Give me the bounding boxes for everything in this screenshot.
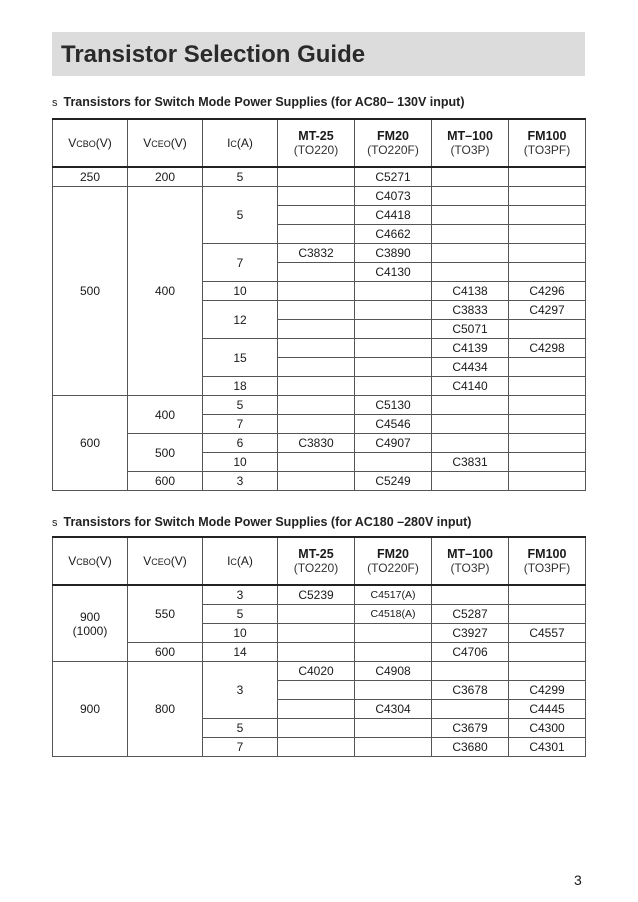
fm100-cell bbox=[509, 263, 586, 282]
mt100-cell: C3927 bbox=[432, 624, 509, 643]
ic-cell: 10 bbox=[203, 453, 278, 472]
ic-cell: 5 bbox=[203, 719, 278, 738]
mt25-cell bbox=[278, 320, 355, 339]
mt100-cell: C4138 bbox=[432, 282, 509, 301]
fm100-cell: C4557 bbox=[509, 624, 586, 643]
table-row bbox=[53, 472, 586, 491]
vceo-header: VCEO(V) bbox=[128, 119, 203, 167]
fm20-cell bbox=[355, 339, 432, 358]
header-row bbox=[53, 119, 586, 167]
fm20-cell: C5130 bbox=[355, 396, 432, 415]
section1-table bbox=[52, 118, 586, 491]
mt25-cell bbox=[278, 263, 355, 282]
mt25-header: MT-25 (TO220) bbox=[278, 537, 355, 585]
vceo-cell: 600 bbox=[128, 643, 203, 662]
ic-cell: 10 bbox=[203, 624, 278, 643]
fm20-cell bbox=[355, 643, 432, 662]
mt25-cell bbox=[278, 738, 355, 757]
mt25-cell bbox=[278, 624, 355, 643]
fm20-cell bbox=[355, 320, 432, 339]
table-row bbox=[53, 434, 586, 453]
mt100-cell bbox=[432, 585, 509, 605]
vceo-cell: 800 bbox=[128, 662, 203, 757]
ic-cell: 3 bbox=[203, 585, 278, 605]
header-row bbox=[53, 537, 586, 585]
mt25-cell bbox=[278, 643, 355, 662]
vceo-header: VCEO(V) bbox=[128, 537, 203, 585]
mt100-cell: C5071 bbox=[432, 320, 509, 339]
title-bar bbox=[52, 32, 585, 76]
mt25-cell bbox=[278, 377, 355, 396]
vceo-cell: 200 bbox=[128, 167, 203, 187]
mt100-cell bbox=[432, 167, 509, 187]
fm20-cell: C4130 bbox=[355, 263, 432, 282]
mt100-cell bbox=[432, 225, 509, 244]
vceo-cell: 400 bbox=[128, 396, 203, 434]
vcbo-cell: 900 (1000) bbox=[53, 585, 128, 662]
ic-cell: 5 bbox=[203, 187, 278, 244]
fm20-cell: C4518(A) bbox=[355, 605, 432, 624]
bullet-marker: s bbox=[52, 97, 58, 109]
ic-cell: 7 bbox=[203, 738, 278, 757]
fm100-cell: C4297 bbox=[509, 301, 586, 320]
fm20-cell: C4908 bbox=[355, 662, 432, 681]
fm100-cell bbox=[509, 415, 586, 434]
fm100-cell bbox=[509, 434, 586, 453]
fm100-cell bbox=[509, 225, 586, 244]
bullet-marker: s bbox=[52, 517, 58, 529]
fm100-cell bbox=[509, 206, 586, 225]
ic-header: IC(A) bbox=[203, 537, 278, 585]
mt25-cell bbox=[278, 225, 355, 244]
ic-cell: 3 bbox=[203, 472, 278, 491]
mt25-cell: C5239 bbox=[278, 585, 355, 605]
mt100-cell: C5287 bbox=[432, 605, 509, 624]
fm20-cell: C3890 bbox=[355, 244, 432, 263]
vceo-cell: 600 bbox=[128, 472, 203, 491]
mt100-cell: C4706 bbox=[432, 643, 509, 662]
mt100-cell: C4434 bbox=[432, 358, 509, 377]
mt100-cell bbox=[432, 263, 509, 282]
mt25-cell bbox=[278, 396, 355, 415]
mt25-cell bbox=[278, 605, 355, 624]
section2-heading bbox=[52, 515, 471, 529]
fm100-cell: C4299 bbox=[509, 681, 586, 700]
mt100-cell bbox=[432, 244, 509, 263]
mt100-cell bbox=[432, 206, 509, 225]
ic-cell: 5 bbox=[203, 396, 278, 415]
fm100-cell bbox=[509, 662, 586, 681]
fm100-cell bbox=[509, 585, 586, 605]
fm100-cell bbox=[509, 187, 586, 206]
fm20-cell: C4662 bbox=[355, 225, 432, 244]
mt100-cell bbox=[432, 187, 509, 206]
table-row bbox=[53, 643, 586, 662]
fm20-cell: C4517(A) bbox=[355, 585, 432, 605]
fm100-cell bbox=[509, 377, 586, 396]
section1-heading-text: Transistors for Switch Mode Power Supplies (for AC80– 130V input) bbox=[63, 95, 465, 109]
fm20-cell bbox=[355, 453, 432, 472]
table-row bbox=[53, 662, 586, 681]
mt25-cell bbox=[278, 681, 355, 700]
ic-cell: 15 bbox=[203, 339, 278, 377]
mt25-cell bbox=[278, 187, 355, 206]
fm100-cell bbox=[509, 396, 586, 415]
ic-cell: 3 bbox=[203, 662, 278, 719]
page-title: Transistor Selection Guide bbox=[61, 41, 366, 68]
mt100-cell bbox=[432, 662, 509, 681]
fm20-cell: C5249 bbox=[355, 472, 432, 491]
fm20-cell bbox=[355, 738, 432, 757]
table-row bbox=[53, 585, 586, 605]
fm20-cell bbox=[355, 377, 432, 396]
ic-cell: 10 bbox=[203, 282, 278, 301]
fm20-cell bbox=[355, 681, 432, 700]
section1-heading bbox=[52, 95, 465, 109]
mt100-cell bbox=[432, 472, 509, 491]
fm20-cell: C5271 bbox=[355, 167, 432, 187]
vcbo-cell: 900 bbox=[53, 662, 128, 757]
mt100-cell bbox=[432, 415, 509, 434]
fm100-cell: C4300 bbox=[509, 719, 586, 738]
vcbo-cell: 250 bbox=[53, 167, 128, 187]
mt100-cell: C4140 bbox=[432, 377, 509, 396]
fm20-header: FM20 (TO220F) bbox=[355, 537, 432, 585]
fm100-cell: C4301 bbox=[509, 738, 586, 757]
mt25-cell bbox=[278, 453, 355, 472]
fm20-cell bbox=[355, 282, 432, 301]
fm100-cell bbox=[509, 167, 586, 187]
mt25-cell bbox=[278, 206, 355, 225]
fm100-header: FM100 (TO3PF) bbox=[509, 119, 586, 167]
mt25-cell bbox=[278, 167, 355, 187]
mt25-cell bbox=[278, 301, 355, 320]
fm100-cell bbox=[509, 643, 586, 662]
mt100-cell: C3833 bbox=[432, 301, 509, 320]
table-row bbox=[53, 396, 586, 415]
fm100-cell bbox=[509, 453, 586, 472]
section2-heading-text: Transistors for Switch Mode Power Supplies (for AC180 –280V input) bbox=[63, 515, 472, 529]
mt100-cell bbox=[432, 434, 509, 453]
fm20-cell: C4073 bbox=[355, 187, 432, 206]
fm100-cell bbox=[509, 358, 586, 377]
vcbo-cell: 500 bbox=[53, 187, 128, 396]
mt100-cell: C3679 bbox=[432, 719, 509, 738]
mt25-cell bbox=[278, 472, 355, 491]
fm100-header: FM100 (TO3PF) bbox=[509, 537, 586, 585]
fm20-cell: C4907 bbox=[355, 434, 432, 453]
ic-cell: 6 bbox=[203, 434, 278, 453]
mt25-cell bbox=[278, 339, 355, 358]
table-row bbox=[53, 167, 586, 187]
mt25-header: MT-25 (TO220) bbox=[278, 119, 355, 167]
ic-header: IC(A) bbox=[203, 119, 278, 167]
fm20-cell bbox=[355, 301, 432, 320]
mt100-cell bbox=[432, 396, 509, 415]
fm100-cell: C4296 bbox=[509, 282, 586, 301]
mt25-cell bbox=[278, 282, 355, 301]
fm100-cell bbox=[509, 320, 586, 339]
mt25-cell bbox=[278, 700, 355, 719]
table-row bbox=[53, 187, 586, 206]
fm100-cell bbox=[509, 605, 586, 624]
ic-cell: 5 bbox=[203, 605, 278, 624]
ic-cell: 14 bbox=[203, 643, 278, 662]
ic-cell: 12 bbox=[203, 301, 278, 339]
fm20-header: FM20 (TO220F) bbox=[355, 119, 432, 167]
mt100-cell: C3831 bbox=[432, 453, 509, 472]
fm100-cell bbox=[509, 472, 586, 491]
fm20-cell: C4304 bbox=[355, 700, 432, 719]
mt100-header: MT–100 (TO3P) bbox=[432, 119, 509, 167]
fm20-cell: C4418 bbox=[355, 206, 432, 225]
fm100-cell: C4298 bbox=[509, 339, 586, 358]
mt100-cell: C3678 bbox=[432, 681, 509, 700]
mt25-cell bbox=[278, 358, 355, 377]
vcbo-header: VCBO(V) bbox=[53, 537, 128, 585]
fm20-cell bbox=[355, 358, 432, 377]
mt25-cell bbox=[278, 415, 355, 434]
fm100-cell bbox=[509, 244, 586, 263]
mt25-cell: C3832 bbox=[278, 244, 355, 263]
page-number: 3 bbox=[574, 872, 582, 888]
fm20-cell bbox=[355, 719, 432, 738]
vcbo-header: VCBO(V) bbox=[53, 119, 128, 167]
vceo-cell: 400 bbox=[128, 187, 203, 396]
ic-cell: 18 bbox=[203, 377, 278, 396]
ic-cell: 5 bbox=[203, 167, 278, 187]
mt100-header: MT–100 (TO3P) bbox=[432, 537, 509, 585]
mt100-cell: C3680 bbox=[432, 738, 509, 757]
fm20-cell bbox=[355, 624, 432, 643]
fm20-cell: C4546 bbox=[355, 415, 432, 434]
vceo-cell: 500 bbox=[128, 434, 203, 472]
vcbo-cell: 600 bbox=[53, 396, 128, 491]
mt25-cell: C3830 bbox=[278, 434, 355, 453]
ic-cell: 7 bbox=[203, 415, 278, 434]
section2-table bbox=[52, 536, 586, 757]
mt25-cell bbox=[278, 719, 355, 738]
fm100-cell: C4445 bbox=[509, 700, 586, 719]
ic-cell: 7 bbox=[203, 244, 278, 282]
mt100-cell: C4139 bbox=[432, 339, 509, 358]
mt25-cell: C4020 bbox=[278, 662, 355, 681]
vceo-cell: 550 bbox=[128, 585, 203, 643]
mt100-cell bbox=[432, 700, 509, 719]
